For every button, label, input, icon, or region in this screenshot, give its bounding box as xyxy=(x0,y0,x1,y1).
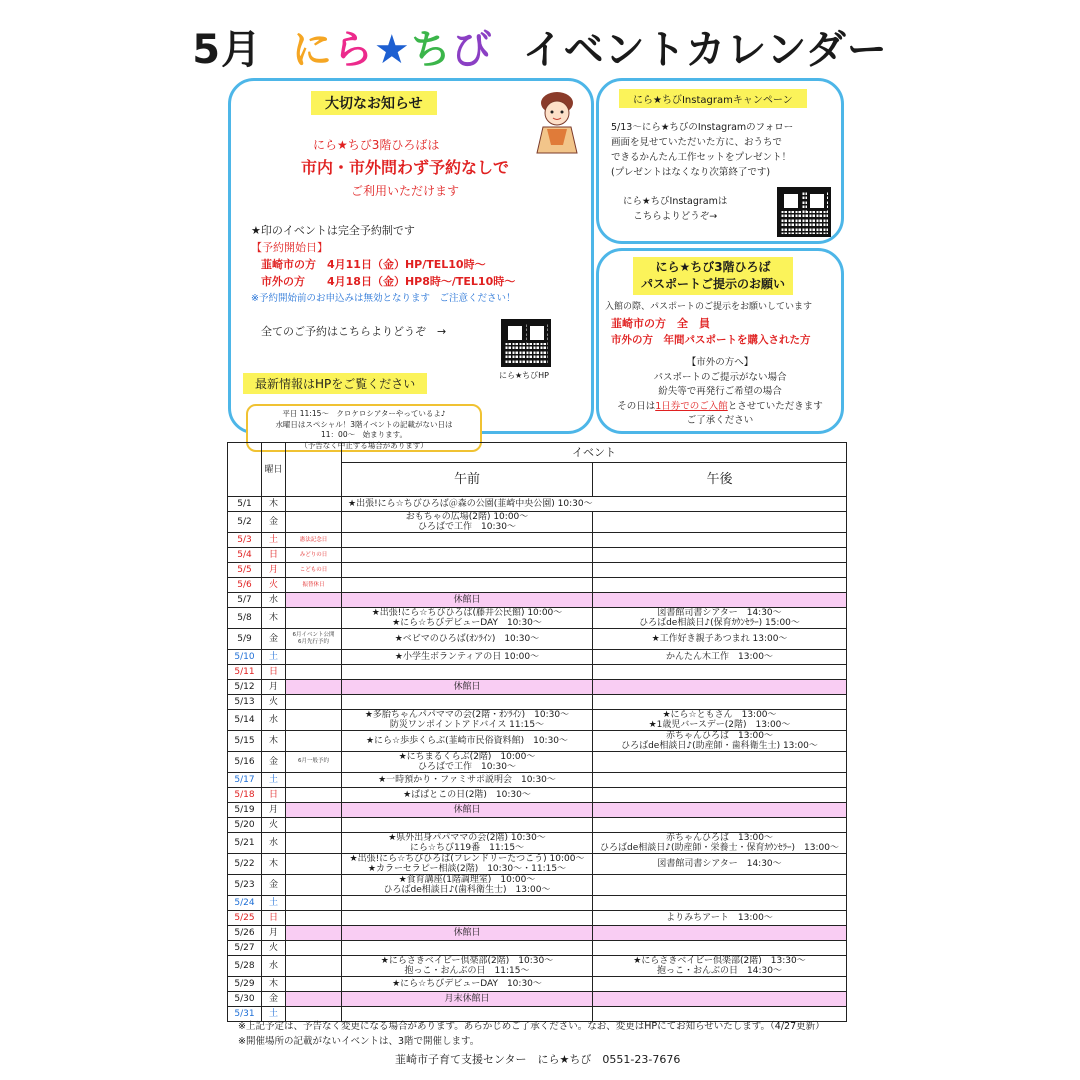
footer-contact: 韮崎市子育て支援センター にら★ちび 0551-23-7676 xyxy=(395,1053,681,1066)
calendar-dow: 日 xyxy=(262,910,286,925)
hp-qr-code[interactable] xyxy=(501,319,551,367)
instagram-line2: 画面を見せていただいた方に、おうちで xyxy=(611,137,782,148)
calendar-event-am: ★県外出身パパママの会(2階) 10:30～ にら☆ちび119番 11:15～ xyxy=(342,832,593,853)
calendar-event-pm: ★にらさきベイビー倶楽部(2階) 13:30～ 抱っこ・おんぶの日 14:30～ xyxy=(593,955,847,976)
calendar-note: 6月イベント公開 6月先行予約 xyxy=(286,629,342,650)
calendar-event-am xyxy=(342,578,593,593)
calendar-event-pm xyxy=(593,751,847,772)
calendar-dow: 土 xyxy=(262,895,286,910)
calendar-event-pm xyxy=(593,512,847,533)
calendar-note xyxy=(286,664,342,679)
dow-header: 曜日 xyxy=(262,443,286,497)
calendar-note xyxy=(286,694,342,709)
calendar-dow: 金 xyxy=(262,751,286,772)
passport-line1: パスポートのご提示がない場合 xyxy=(653,371,787,383)
calendar-dow: 水 xyxy=(262,955,286,976)
calendar-date: 5/31 xyxy=(228,1006,262,1021)
calendar-row xyxy=(228,664,847,679)
am-header: 午前 xyxy=(342,463,593,497)
passport-line3a: その日は xyxy=(617,400,656,412)
pm-header: 午後 xyxy=(593,463,847,497)
calendar-row xyxy=(228,895,847,910)
calendar-event-pm xyxy=(593,817,847,832)
calendar-date: 5/30 xyxy=(228,991,262,1006)
calendar-event-am: ★一時預かり・ファミサポ説明会 10:30～ xyxy=(342,772,593,787)
calendar-note xyxy=(286,679,342,694)
calendar-event-pm: 図書館司書シアター 14:30～ xyxy=(593,853,847,874)
calendar-note xyxy=(286,895,342,910)
date-header xyxy=(228,443,262,497)
passport-line3b: 1日券でのご入館 xyxy=(655,400,728,412)
calendar-note xyxy=(286,976,342,991)
passport-line3 xyxy=(599,400,841,415)
calendar-date: 5/25 xyxy=(228,910,262,925)
calendar-date: 5/24 xyxy=(228,895,262,910)
instagram-line3: できるかんたん工作セットをプレゼント！ xyxy=(611,152,792,163)
calendar-dow: 日 xyxy=(262,787,286,802)
calendar-event-am: ★にら☆ちびデビューDAY 10:30～ xyxy=(342,976,593,991)
calendar-date: 5/29 xyxy=(228,976,262,991)
calendar-dow: 火 xyxy=(262,578,286,593)
calendar-row xyxy=(228,679,847,694)
calendar-event-pm xyxy=(593,548,847,563)
calendar-date: 5/4 xyxy=(228,548,262,563)
bubble-line1: 平日 11:15～ クロケロシアターやっているよ♪ xyxy=(282,409,446,418)
calendar-event-pm xyxy=(593,874,847,895)
calendar-note xyxy=(286,593,342,608)
calendar-event-am: ★にら☆歩歩くらぶ(韮崎市民俗資料館) 10:30～ xyxy=(342,730,593,751)
calendar-event-pm xyxy=(593,533,847,548)
passport-heading xyxy=(633,257,793,295)
notice-heading: 大切なお知らせ xyxy=(311,91,437,115)
calendar-row xyxy=(228,853,847,874)
calendar-note: こどもの日 xyxy=(286,563,342,578)
calendar-note xyxy=(286,512,342,533)
calendar-event-am xyxy=(342,533,593,548)
calendar-note xyxy=(286,955,342,976)
calendar-event-pm xyxy=(593,925,847,940)
calendar-event-pm: 図書館司書シアター 14:30～ ひろばde相談日♪(保育ｶｳﾝｾﾗｰ) 15:00～ xyxy=(593,608,847,629)
calendar-event-am: ★ベビマのひろば(ｵﾝﾗｲﾝ) 10:30～ xyxy=(342,629,593,650)
calendar-row xyxy=(228,772,847,787)
calendar-event-pm xyxy=(593,940,847,955)
calendar-date: 5/21 xyxy=(228,832,262,853)
calendar-row xyxy=(228,751,847,772)
calendar-note xyxy=(286,802,342,817)
calendar-event-pm: ★工作好き親子あつまれ 13:00～ xyxy=(593,629,847,650)
instagram-link[interactable] xyxy=(623,194,727,224)
calendar-note xyxy=(286,817,342,832)
calendar-note xyxy=(286,991,342,1006)
calendar-note xyxy=(286,925,342,940)
calendar-dow: 日 xyxy=(262,664,286,679)
all-booking-link[interactable]: 全てのご予約はこちらよりどうぞ → xyxy=(261,325,447,338)
calendar-dow: 土 xyxy=(262,1006,286,1021)
calendar-event-pm: ★にら☆ともさん 13:00～ ★1歳児バースデー(2階) 13:00～ xyxy=(593,709,847,730)
calendar-row xyxy=(228,497,847,512)
calendar-dow: 金 xyxy=(262,991,286,1006)
calendar-date: 5/7 xyxy=(228,593,262,608)
calendar-event-pm xyxy=(593,563,847,578)
calendar-row xyxy=(228,533,847,548)
calendar-event-pm xyxy=(593,664,847,679)
calendar-date: 5/26 xyxy=(228,925,262,940)
calendar-date: 5/2 xyxy=(228,512,262,533)
calendar-date: 5/12 xyxy=(228,679,262,694)
passport-intro: 入館の際、パスポートのご提示をお願いしています xyxy=(605,302,813,312)
calendar-event-pm xyxy=(593,895,847,910)
calendar-row xyxy=(228,593,847,608)
calendar-date: 5/19 xyxy=(228,802,262,817)
calendar-event-am xyxy=(342,563,593,578)
calendar-dow: 月 xyxy=(262,563,286,578)
calendar-event-am xyxy=(342,895,593,910)
calendar-date: 5/11 xyxy=(228,664,262,679)
bubble-line3: 11：00～ 始まります。 xyxy=(321,430,407,439)
calendar-event-am xyxy=(342,910,593,925)
instagram-line1: 5/13～にら★ちびのInstagramのフォロー xyxy=(611,122,794,133)
calendar-note xyxy=(286,608,342,629)
reservation-rule: ★印のイベントは完全予約制です xyxy=(251,224,415,237)
calendar-row xyxy=(228,802,847,817)
calendar-event-pm: よりみちアート 13:00～ xyxy=(593,910,847,925)
passport-city: 韮崎市の方 全 員 xyxy=(611,317,710,330)
calendar-dow: 月 xyxy=(262,679,286,694)
calendar-row xyxy=(228,730,847,751)
instagram-heading: にら★ちびInstagramキャンペーン xyxy=(619,89,807,108)
calendar-row xyxy=(228,548,847,563)
calendar-event-am xyxy=(342,940,593,955)
calendar-event-pm xyxy=(593,578,847,593)
calendar-date: 5/1 xyxy=(228,497,262,512)
calendar-date: 5/18 xyxy=(228,787,262,802)
calendar-event-pm xyxy=(593,679,847,694)
calendar-event-am xyxy=(342,664,593,679)
calendar-event-am: ★出張!にら☆ちびひろば(藤井公民館) 10:00～ ★にら☆ちびデビューDAY 10:30～ xyxy=(342,608,593,629)
calendar-event-am: ★にちまるくらぶ(2階) 10:00～ ひろばで工作 10:30～ xyxy=(342,751,593,772)
calendar-note xyxy=(286,772,342,787)
calendar-row xyxy=(228,955,847,976)
calendar-event-pm xyxy=(593,787,847,802)
calendar-row xyxy=(228,608,847,629)
notice-line1: にら★ちび3階ひろばは xyxy=(313,138,440,152)
calendar-dow: 火 xyxy=(262,817,286,832)
calendar-note xyxy=(286,910,342,925)
calendar-row xyxy=(228,874,847,895)
title-brand-3: ち xyxy=(410,27,452,73)
title-month: 5月 xyxy=(192,27,263,73)
reservation-warning: ※予約開始前のお申込みは無効となります ご注意ください！ xyxy=(251,293,516,304)
calendar-dow: 水 xyxy=(262,832,286,853)
latest-info-banner: 最新情報はHPをご覧ください xyxy=(243,373,427,394)
calendar-date: 5/9 xyxy=(228,629,262,650)
calendar-event-pm xyxy=(593,772,847,787)
bubble-line4: （予告なく中止する場合があります） xyxy=(300,440,428,450)
calendar-note xyxy=(286,709,342,730)
calendar-dow: 月 xyxy=(262,802,286,817)
passport-line4: ご了承ください xyxy=(686,415,754,426)
calendar-date: 5/23 xyxy=(228,874,262,895)
calendar-event-pm xyxy=(593,976,847,991)
calendar-date: 5/8 xyxy=(228,608,262,629)
calendar-dow: 木 xyxy=(262,608,286,629)
calendar-dow: 木 xyxy=(262,853,286,874)
calendar-row xyxy=(228,578,847,593)
reservation-outside: 市外の方 4月18日（金）HP8時～/TEL10時～ xyxy=(261,275,516,288)
calendar-dow: 土 xyxy=(262,772,286,787)
footer-note1: ※上記予定は、予告なく変更になる場合があります。あらかじめご了承ください。なお、変更はHPにてお知らせいたします。（4/27更新） xyxy=(238,1021,825,1032)
calendar-event-pm: 赤ちゃんひろば 13:00～ ひろばde相談日♪(助産師・栄養士・保育ｶｳﾝｾﾗｰ) 13:00～ xyxy=(593,832,847,853)
instagram-panel xyxy=(596,78,844,244)
event-header: イベント xyxy=(342,443,847,463)
calendar-row xyxy=(228,563,847,578)
calendar-note xyxy=(286,853,342,874)
instagram-link-line2: こちらよりどうぞ→ xyxy=(633,211,718,222)
passport-line3c: とさせていただきます xyxy=(727,400,823,412)
calendar-date: 5/17 xyxy=(228,772,262,787)
instagram-line4: (プレゼントはなくなり次第終了です) xyxy=(611,167,771,178)
calendar-event-am: 休館日 xyxy=(342,802,593,817)
calendar-date: 5/5 xyxy=(228,563,262,578)
calendar-dow: 土 xyxy=(262,533,286,548)
calendar-row xyxy=(228,787,847,802)
calendar-date: 5/20 xyxy=(228,817,262,832)
calendar-row xyxy=(228,925,847,940)
passport-outside-notes xyxy=(599,356,841,429)
calendar-row xyxy=(228,832,847,853)
passport-line2: 紛失等で再発行ご希望の場合 xyxy=(658,386,782,397)
calendar-row xyxy=(228,910,847,925)
calendar-dow: 水 xyxy=(262,593,286,608)
calendar-dow: 木 xyxy=(262,497,286,512)
calendar-event-am: ★食育講座(1階調理室) 10:00～ ひろばde相談日♪(歯科衛生士) 13:00～ xyxy=(342,874,593,895)
calendar-event-pm: 赤ちゃんひろば 13:00～ ひろばde相談日♪(助産師・歯科衛生士) 13:00～ xyxy=(593,730,847,751)
calendar-dow: 日 xyxy=(262,548,286,563)
calendar-event-am: ★多胎ちゃんパパママの会(2階・ｵﾝﾗｲﾝ) 10:30～ 防災ワンポイントアドバイス 11:15～ xyxy=(342,709,593,730)
instagram-text xyxy=(611,120,793,180)
notice-line2: 市内・市外問わず予約なしで xyxy=(301,158,510,177)
calendar-row xyxy=(228,976,847,991)
bubble-line2: 水曜日はスペシャル！3階イベントの記載がない日は xyxy=(275,419,453,429)
calendar-note: 憲法記念日 xyxy=(286,533,342,548)
calendar-row xyxy=(228,991,847,1006)
passport-panel xyxy=(596,248,844,434)
calendar-note: 振替休日 xyxy=(286,578,342,593)
footer-note2: ※開催場所の記載がないイベントは、3階で開催します。 xyxy=(238,1036,480,1047)
calendar-event-am: 休館日 xyxy=(342,925,593,940)
title-brand-2: ら xyxy=(332,27,374,73)
calendar-date: 5/22 xyxy=(228,853,262,874)
calendar-dow: 火 xyxy=(262,694,286,709)
calendar-date: 5/10 xyxy=(228,649,262,664)
event-calendar-table xyxy=(227,442,847,1022)
calendar-date: 5/28 xyxy=(228,955,262,976)
notice-line3: ご利用いただけます xyxy=(351,184,460,198)
calendar-dow: 火 xyxy=(262,940,286,955)
calendar-note xyxy=(286,940,342,955)
notice-panel xyxy=(228,78,594,434)
calendar-date: 5/16 xyxy=(228,751,262,772)
calendar-row xyxy=(228,694,847,709)
calendar-date: 5/15 xyxy=(228,730,262,751)
calendar-event-am: ★出張!にら☆ちびひろば(フレンドリーたつこう) 10:00～ ★カラーセラピー相談(2階) 10:30～・11:15～ xyxy=(342,853,593,874)
note-header xyxy=(286,443,342,497)
calendar-dow: 木 xyxy=(262,730,286,751)
calendar-note xyxy=(286,787,342,802)
calendar-row xyxy=(228,709,847,730)
title-brand-4: び xyxy=(451,27,493,73)
calendar-row xyxy=(228,817,847,832)
calendar-event-am: おもちゃの広場(2階) 10:00～ ひろばで工作 10:30～ xyxy=(342,512,593,533)
calendar-event-am: ★ぱぱとこの日(2階) 10:30～ xyxy=(342,787,593,802)
hp-qr-caption: にら★ちびHP xyxy=(499,371,550,380)
calendar-note xyxy=(286,874,342,895)
title-star-icon: ★ xyxy=(373,27,411,73)
passport-heading-line2: パスポートご提示のお願い xyxy=(641,277,786,291)
calendar-row xyxy=(228,512,847,533)
calendar-date: 5/27 xyxy=(228,940,262,955)
passport-to-outside: 【市外の方へ】 xyxy=(686,357,754,368)
calendar-date: 5/3 xyxy=(228,533,262,548)
calendar-event-pm: かんたん木工作 13:00～ xyxy=(593,649,847,664)
instagram-qr-code[interactable] xyxy=(777,187,831,237)
calendar-event-am: 休館日 xyxy=(342,593,593,608)
passport-outside: 市外の方 年間パスポートを購入された方 xyxy=(611,334,811,346)
reservation-city: 韮崎市の方 4月11日（金）HP/TEL10時～ xyxy=(261,258,486,271)
calendar-dow: 土 xyxy=(262,649,286,664)
calendar-event-am: ★にらさきベイビー倶楽部(2階) 10:30～ 抱っこ・おんぶの日 11:15～ xyxy=(342,955,593,976)
reservation-start-label: 【予約開始日】 xyxy=(251,241,328,254)
mascot-illustration xyxy=(533,89,581,155)
calendar-event-am: ★小学生ボランティアの日 10:00～ xyxy=(342,649,593,664)
calendar-dow: 金 xyxy=(262,629,286,650)
calendar-date: 5/14 xyxy=(228,709,262,730)
passport-heading-line1: にら★ちび3階ひろば xyxy=(655,260,771,274)
calendar-dow: 金 xyxy=(262,512,286,533)
instagram-link-line1: にら★ちびInstagramは xyxy=(623,196,728,207)
calendar-date: 5/13 xyxy=(228,694,262,709)
calendar-note xyxy=(286,730,342,751)
calendar-event-span: ★出張!にら☆ちびひろば＠森の公園(韮崎中央公園) 10:30～ xyxy=(342,497,847,512)
calendar-dow: 金 xyxy=(262,874,286,895)
calendar-date: 5/6 xyxy=(228,578,262,593)
calendar-event-am xyxy=(342,694,593,709)
calendar-row xyxy=(228,940,847,955)
page-title xyxy=(0,18,1080,75)
title-brand-1: に xyxy=(291,27,333,73)
calendar-note xyxy=(286,832,342,853)
calendar-note xyxy=(286,497,342,512)
calendar-row xyxy=(228,629,847,650)
calendar-dow: 月 xyxy=(262,925,286,940)
calendar-note: みどりの日 xyxy=(286,548,342,563)
calendar-note xyxy=(286,649,342,664)
calendar-event-am xyxy=(342,548,593,563)
calendar-note: 6月一般予約 xyxy=(286,751,342,772)
calendar-event-pm xyxy=(593,593,847,608)
calendar-event-pm xyxy=(593,802,847,817)
title-rest: イベントカレンダー xyxy=(522,27,888,73)
calendar-dow: 木 xyxy=(262,976,286,991)
calendar-row xyxy=(228,649,847,664)
calendar-event-am: 休館日 xyxy=(342,679,593,694)
calendar-event-am xyxy=(342,817,593,832)
calendar-event-am: 月末休館日 xyxy=(342,991,593,1006)
calendar-event-pm xyxy=(593,991,847,1006)
calendar-dow: 水 xyxy=(262,709,286,730)
calendar-event-pm xyxy=(593,694,847,709)
